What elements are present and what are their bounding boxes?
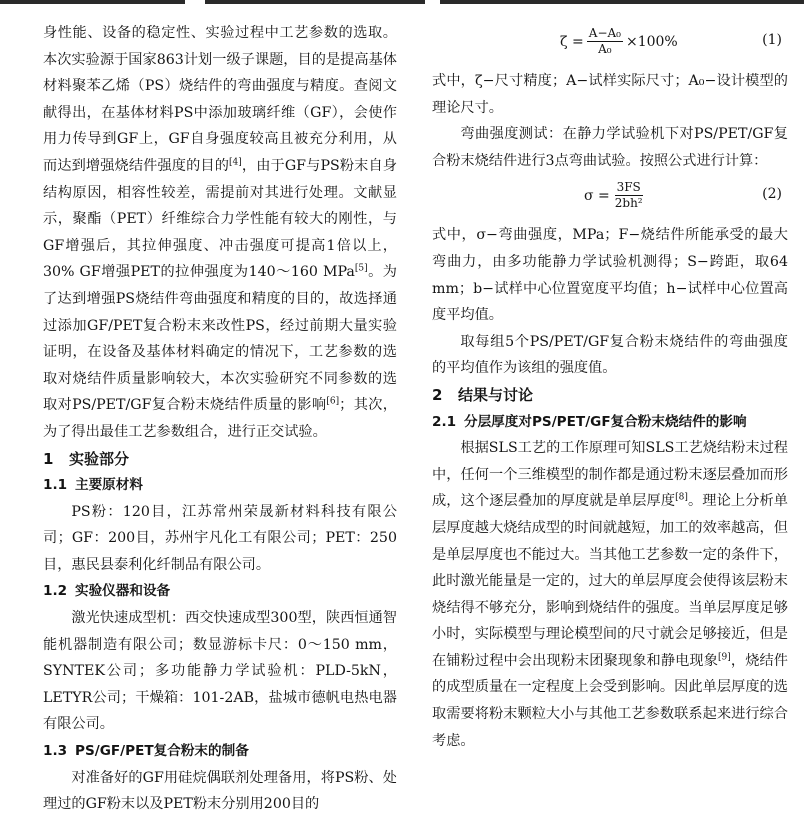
intro-paragraph: 身性能、设备的稳定性、实验过程中工艺参数的选取。本次实验源于国家863计划一级子课题，目的是提高基体材料聚苯乙烯（PS）烧结件的弯曲强度与精度。查阅文献得出，在基体材料PS中添加玻璃纤维（GF），会使作用力传导到GF上，GF自身强度较高且被充分利用，从而达到增强烧结件强度的目的[4]，由于GF与PS粉末自身结构原因，相容性较差，需提前对其进行处理。文献显示，聚酯（PET）纤维综合力学性能有较大的刚性，与GF增强后，其拉伸强度、冲击强度可提高1倍以上，30% GF增强PET的拉伸强度为140～160 MPa[5]。为了达到增强PS烧结件弯曲强度和精度的目的，故选择通过添加GF/PET复合粉末来改性PS，经过前期大量实验证明，在设备及基体材料确定的情况下，工艺参数的选取对烧结件质量影响较大，本次实验研究不同参数的选取对PS/PET/GF复合粉末烧结件质量的影响[6]；其次，为了得出最佳工艺参数组合，进行正交试验。 bbox=[43, 25, 397, 440]
left-column bbox=[43, 20, 397, 818]
materials-paragraph: PS粉：120目，江苏常州荣晟新材料科技有限公司；GF：200目，苏州宇凡化工有限公司；PET：250目，惠民县泰利化纤制品有限公司。 bbox=[43, 503, 397, 573]
citation: [6] bbox=[326, 396, 340, 407]
eq2-description: 式中，σ−弯曲强度，MPa；F−烧结件所能承受的最大弯曲力，由多功能静力学试验机测得；S−跨距，取64 mm；b−试样中心位置宽度平均值；h−试样中心位置高度平均值。 bbox=[432, 227, 788, 324]
bending-test-paragraph: 弯曲强度测试：在静力学试验机下对PS/PET/GF复合粉末烧结件进行3点弯曲试验。按照公式进行计算： bbox=[432, 126, 788, 169]
subsection-heading-2-1: 2.1 分层厚度对PS/PET/GF复合粉末烧结件的影响 bbox=[432, 413, 747, 430]
subsection-heading-1-1: 1.1 主要原材料 bbox=[43, 477, 143, 494]
citation: [4] bbox=[229, 157, 242, 168]
fraction-denominator: A₀ bbox=[598, 42, 612, 56]
eq1-description: 式中，ζ−尺寸精度；A−试样实际尺寸；A₀−设计模型的理论尺寸。 bbox=[432, 73, 788, 116]
fraction bbox=[587, 26, 623, 57]
right-column bbox=[432, 20, 788, 754]
equation-lhs: σ = bbox=[584, 187, 610, 204]
equation-2 bbox=[432, 174, 788, 222]
preparation-paragraph: 对准备好的GF用硅烷偶联剂处理备用，将PS粉、处理过的GF粉末以及PET粉末分别用200目的 bbox=[43, 769, 397, 813]
equipment-paragraph: 激光快速成型机：西交快速成型300型，陕西恒通智能机器制造有限公司；数显游标卡尺：0～150 mm，SYNTEK公司；多功能静力学试验机：PLD-5kN，LETYR公司；干燥箱：101-2AB，盐城市德帆电热电器有限公司。 bbox=[43, 610, 397, 733]
citation: [8] bbox=[675, 492, 688, 503]
equation-number: (2) bbox=[762, 186, 782, 203]
fraction bbox=[613, 180, 645, 211]
average-paragraph: 取每组5个PS/PET/GF复合粉末烧结件的弯曲强度的平均值作为该组的强度值。 bbox=[432, 333, 788, 377]
subsection-heading-1-2: 1.2 实验仪器和设备 bbox=[43, 583, 171, 600]
equation-lhs: ζ = bbox=[560, 33, 584, 50]
citation: [5] bbox=[354, 263, 368, 274]
citation: [9] bbox=[718, 652, 731, 663]
fraction-denominator: 2bh² bbox=[614, 196, 643, 211]
header-rule bbox=[0, 0, 804, 7]
equation-1 bbox=[432, 20, 788, 68]
subsection-heading-1-3: 1.3 PS/GF/PET复合粉末的制备 bbox=[43, 743, 249, 760]
section-heading-1: 1 实验部分 bbox=[43, 449, 130, 468]
fraction-numerator: A−A₀ bbox=[588, 26, 621, 40]
equation-rhs: ×100% bbox=[625, 33, 678, 50]
fraction-numerator: 3FS bbox=[616, 180, 641, 195]
equation-number: (1) bbox=[762, 32, 782, 48]
section-heading-2: 2 结果与讨论 bbox=[432, 385, 534, 404]
layer-thickness-paragraph: 根据SLS工艺的工作原理可知SLS工艺烧结粉末过程中，任何一个三维模型的制作都是通过粉末逐层叠加而形成，这个逐层叠加的厚度就是单层厚度[8]。理论上分析单层厚度越大烧结成型的时间就越短，加工的效率越高，但是单层厚度也不能过大。当其他工艺参数一定的条件下，此时激光能量是一定的，过大的单层厚度会使得该层粉末烧结得不够充分，影响到烧结件的强度。当单层厚度足够小时，实际模型与理论模型间的尺寸就会足够接近，但是在铺粉过程中会出现粉末团聚现象和静电现象[9]，烧结件的成型质量在一定程度上会受到影响。因此单层厚度的选取需要将粉末颗粒大小与其他工艺参数联系起来进行综合考虑。 bbox=[432, 440, 788, 749]
